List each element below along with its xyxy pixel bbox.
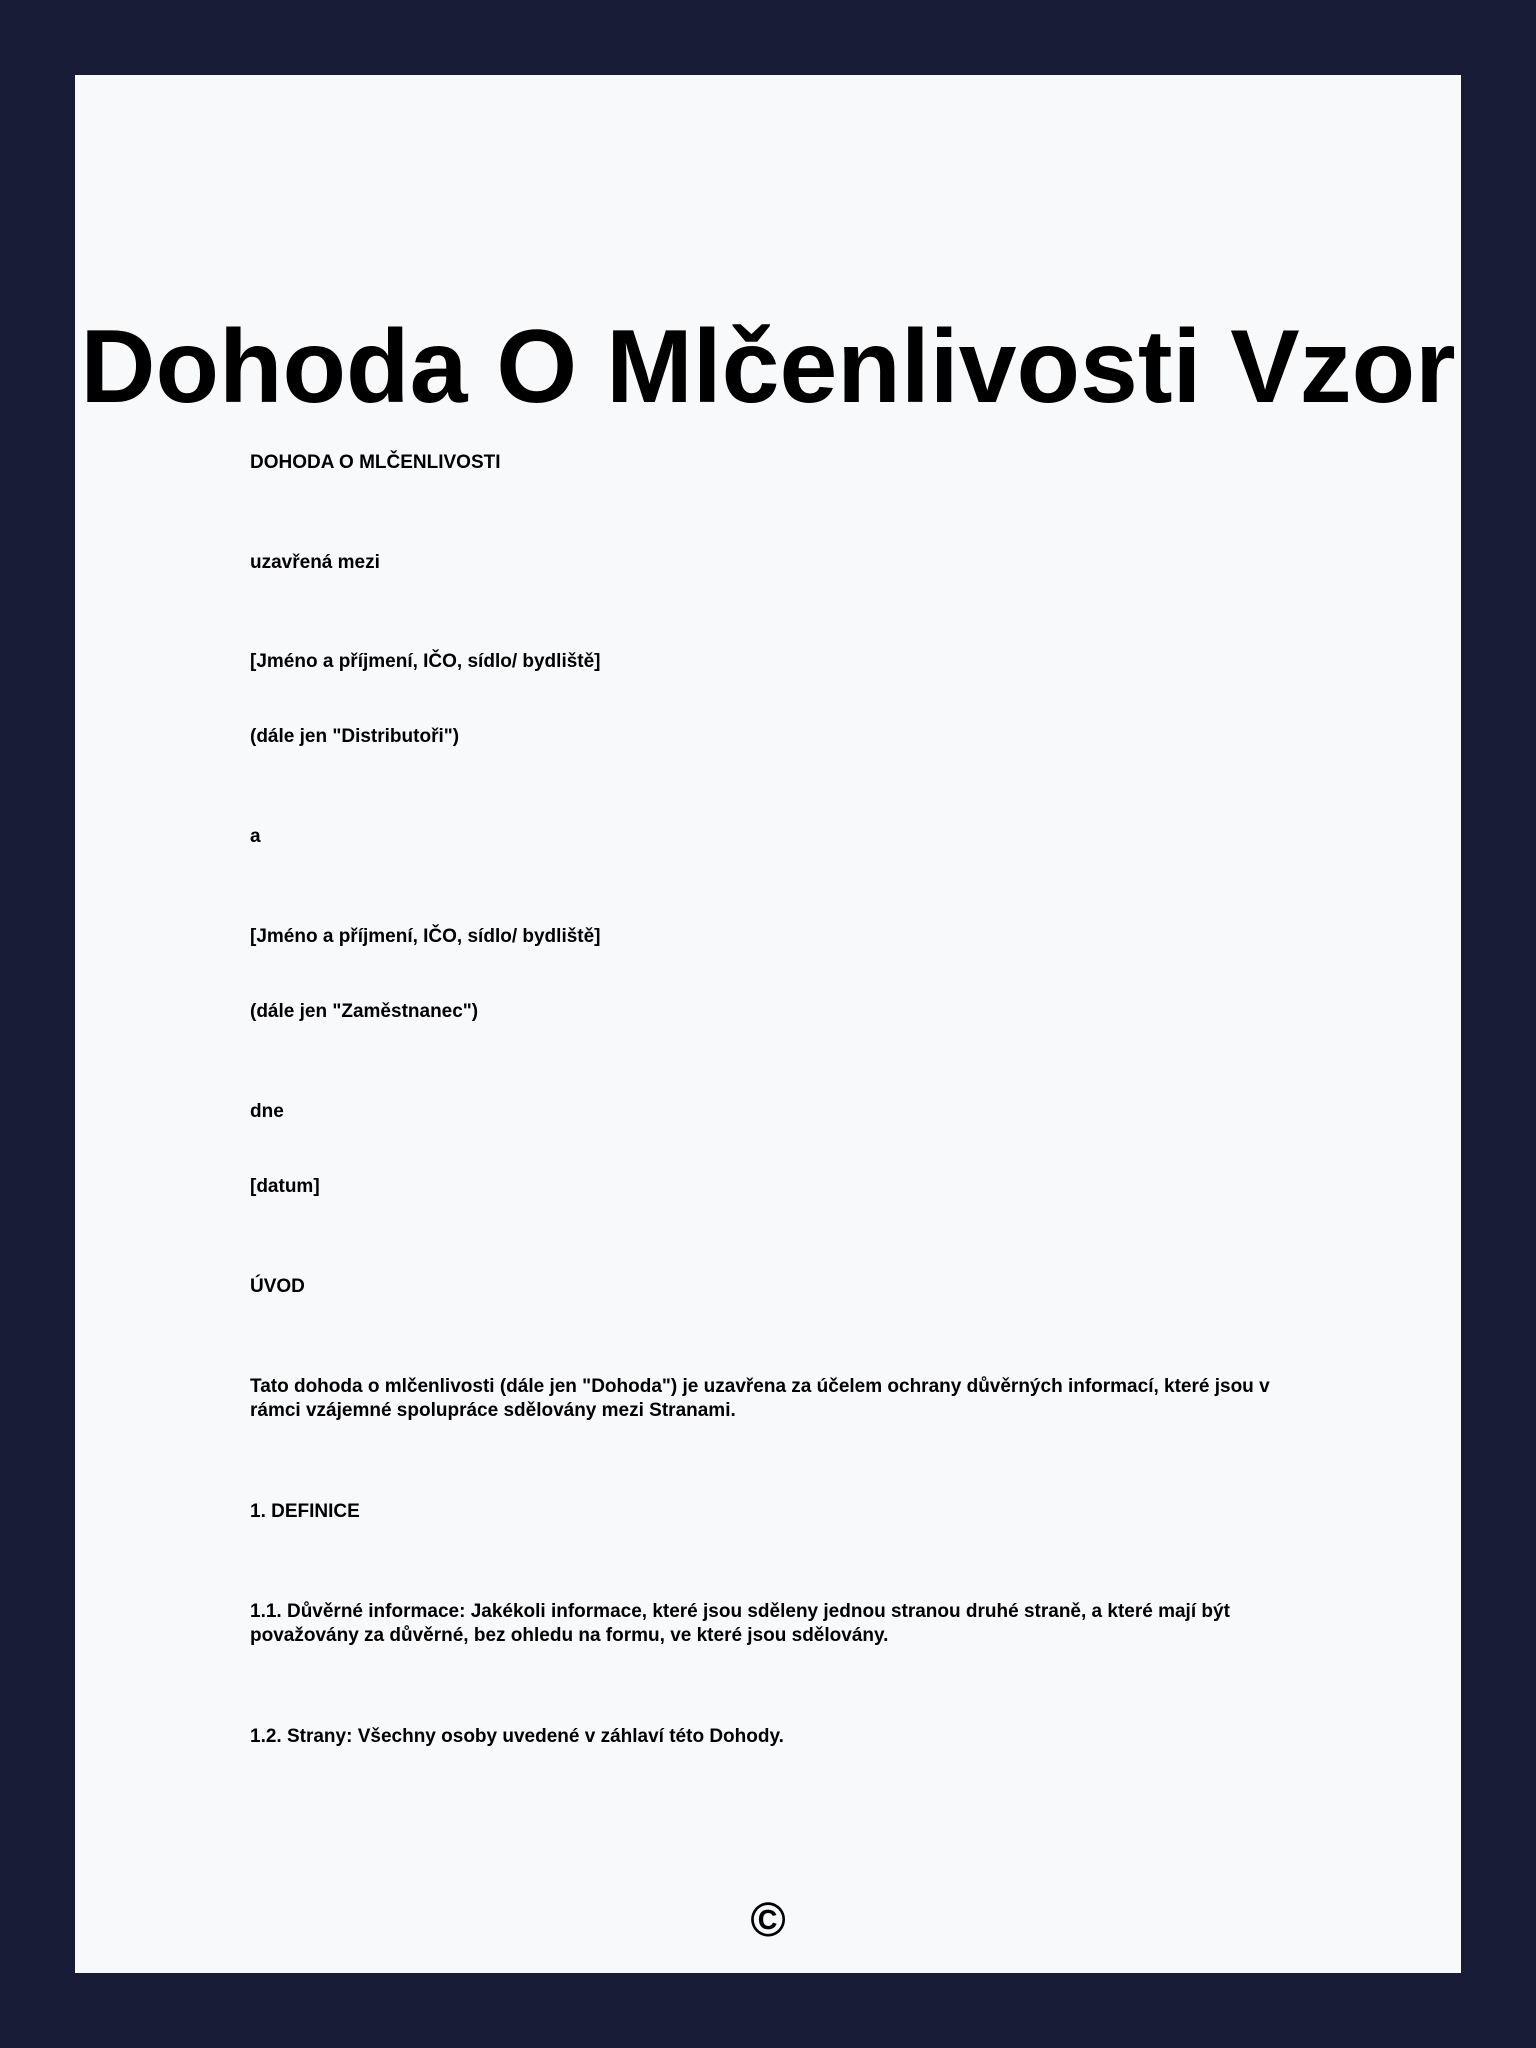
- page-title: Dohoda O Mlčenlivosti Vzor: [80, 309, 1456, 425]
- party1-alias: (dále jen "Distributoři"): [250, 726, 460, 747]
- copyright-icon: ©: [750, 1894, 786, 1947]
- party2-placeholder: [Jméno a příjmení, IČO, sídlo/ bydliště]: [250, 926, 601, 947]
- concluded-between-text: uzavřená mezi: [250, 552, 380, 573]
- intro-paragraph: Tato dohoda o mlčenlivosti (dále jen "Dohoda") je uzavřena za účelem ochrany důvěrných informací, které jsou v rámci vzájemné spolupráce sdělovány mezi Stranami.: [250, 1376, 1270, 1421]
- document-heading: DOHODA O MLČENLIVOSTI: [250, 452, 501, 473]
- date-label: dne: [250, 1101, 284, 1122]
- party1-placeholder: [Jméno a příjmení, IČO, sídlo/ bydliště]: [250, 651, 601, 672]
- intro-heading: ÚVOD: [250, 1276, 305, 1297]
- document-page: [75, 75, 1461, 1973]
- section1-2-paragraph: 1.2. Strany: Všechny osoby uvedené v záhlaví této Dohody.: [250, 1726, 784, 1747]
- party2-alias: (dále jen "Zaměstnanec"): [250, 1001, 479, 1022]
- section1-heading: 1. DEFINICE: [250, 1501, 360, 1522]
- conjunction-text: a: [250, 826, 261, 847]
- section1-1-paragraph: 1.1. Důvěrné informace: Jakékoli informace, které jsou sděleny jednou stranou druhé straně, a které mají být považovány za důvěrné, bez ohledu na formu, ve které jsou sdělovány.: [250, 1601, 1230, 1646]
- date-placeholder: [datum]: [250, 1176, 320, 1197]
